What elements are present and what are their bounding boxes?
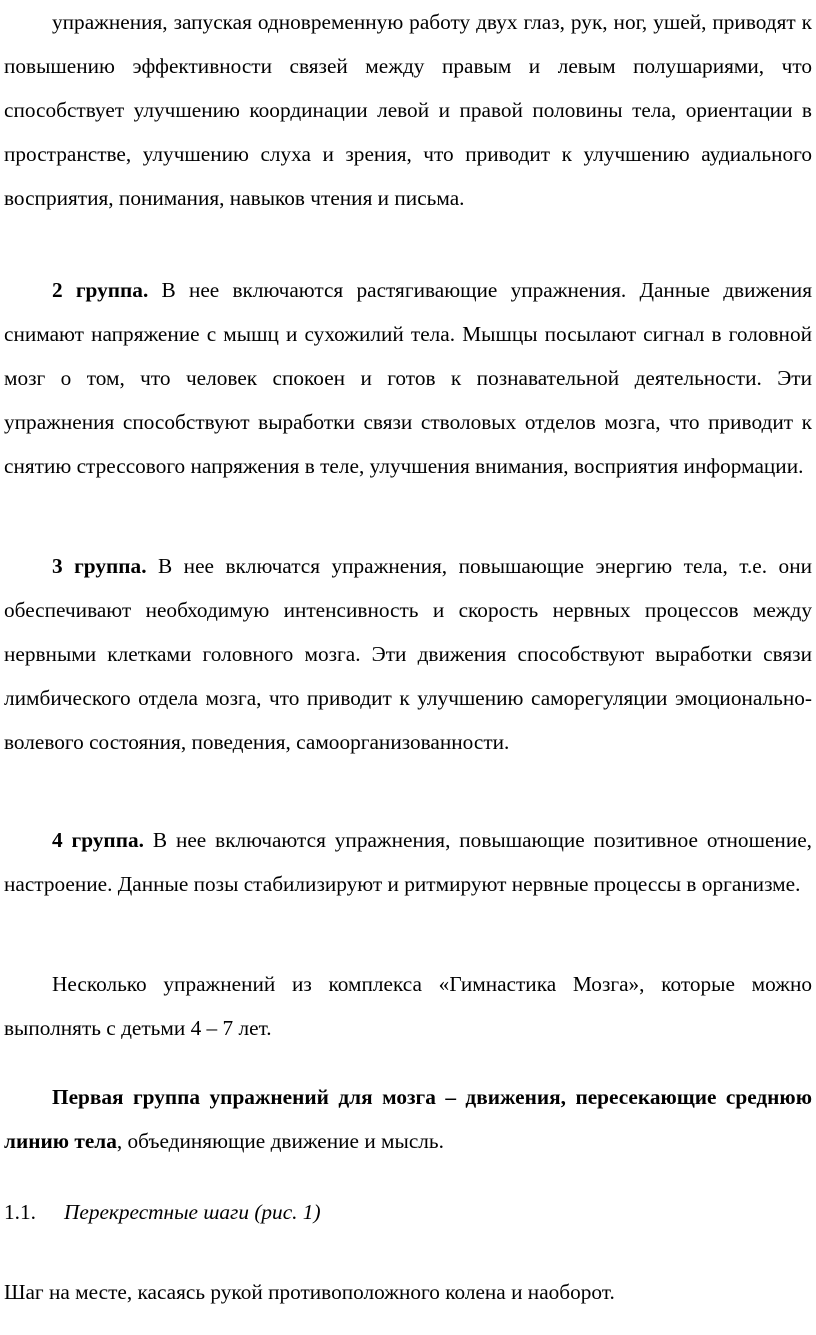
group-3-text: В нее включатся упражнения, повышающие энергию тела, т.е. они обеспечивают необходимую интенсивность и скорость нервных процессов между нервными клетками головного мозга. Эти движения способствуют выработки связи лимбического отдела мозга, что приводит к улучшению саморегуляции эмоционально-волевого состояния, поведения, самоорганизованности. [4, 554, 813, 754]
first-group-heading-rest: , объединяющие движение и мысль. [116, 1129, 444, 1153]
group-3-label: 3 группа. [52, 554, 147, 578]
group-4-text: В нее включаются упражнения, повышающие позитивное отношение, настроение. Данные позы стабилизируют и ритмируют нервные процессы в организме. [4, 828, 813, 896]
step-description: Шаг на месте, касаясь рукой противоположного колена и наоборот. [4, 1280, 615, 1304]
group-4-paragraph [4, 818, 812, 906]
group-2-paragraph [4, 268, 812, 488]
group-4-label: 4 группа. [52, 828, 144, 852]
exercise-item-title: Перекрестные шаги (рис. 1) [64, 1200, 321, 1224]
several-exercises-paragraph: Несколько упражнений из комплекса «Гимнастика Мозга», которые можно выполнять с детьми 4 – 7 лет. [4, 972, 812, 1040]
group-3-paragraph [4, 544, 812, 764]
group-2-label: 2 группа. [52, 278, 149, 302]
exercise-item [4, 1190, 812, 1234]
intro-paragraph: упражнения, запуская одновременную работу двух глаз, рук, ног, ушей, приводят к повышению эффективности связей между правым и левым полушариями, что способствует улучшению координации левой и правой половины тела, ориентации в пространстве, улучшению слуха и зрения, что приводит к улучшению аудиального восприятия, понимания, навыков чтения и письма. [4, 10, 812, 210]
exercise-item-number: 1.1. [4, 1200, 36, 1224]
group-2-text: В нее включаются растягивающие упражнения. Данные движения снимают напряжение с мышц и сухожилий тела. Мышцы посылают сигнал в головной мозг о том, что человек спокоен и готов к познавательной деятельности. Эти упражнения способствуют выработки связи стволовых отделов мозга, что приводит к снятию стрессового напряжения в теле, улучшения внимания, восприятия информации. [4, 278, 812, 478]
first-group-heading-bold: Первая группа упражнений для мозга – движения, пересекающие среднюю линию тела [4, 1085, 812, 1153]
first-group-heading [4, 1075, 812, 1163]
